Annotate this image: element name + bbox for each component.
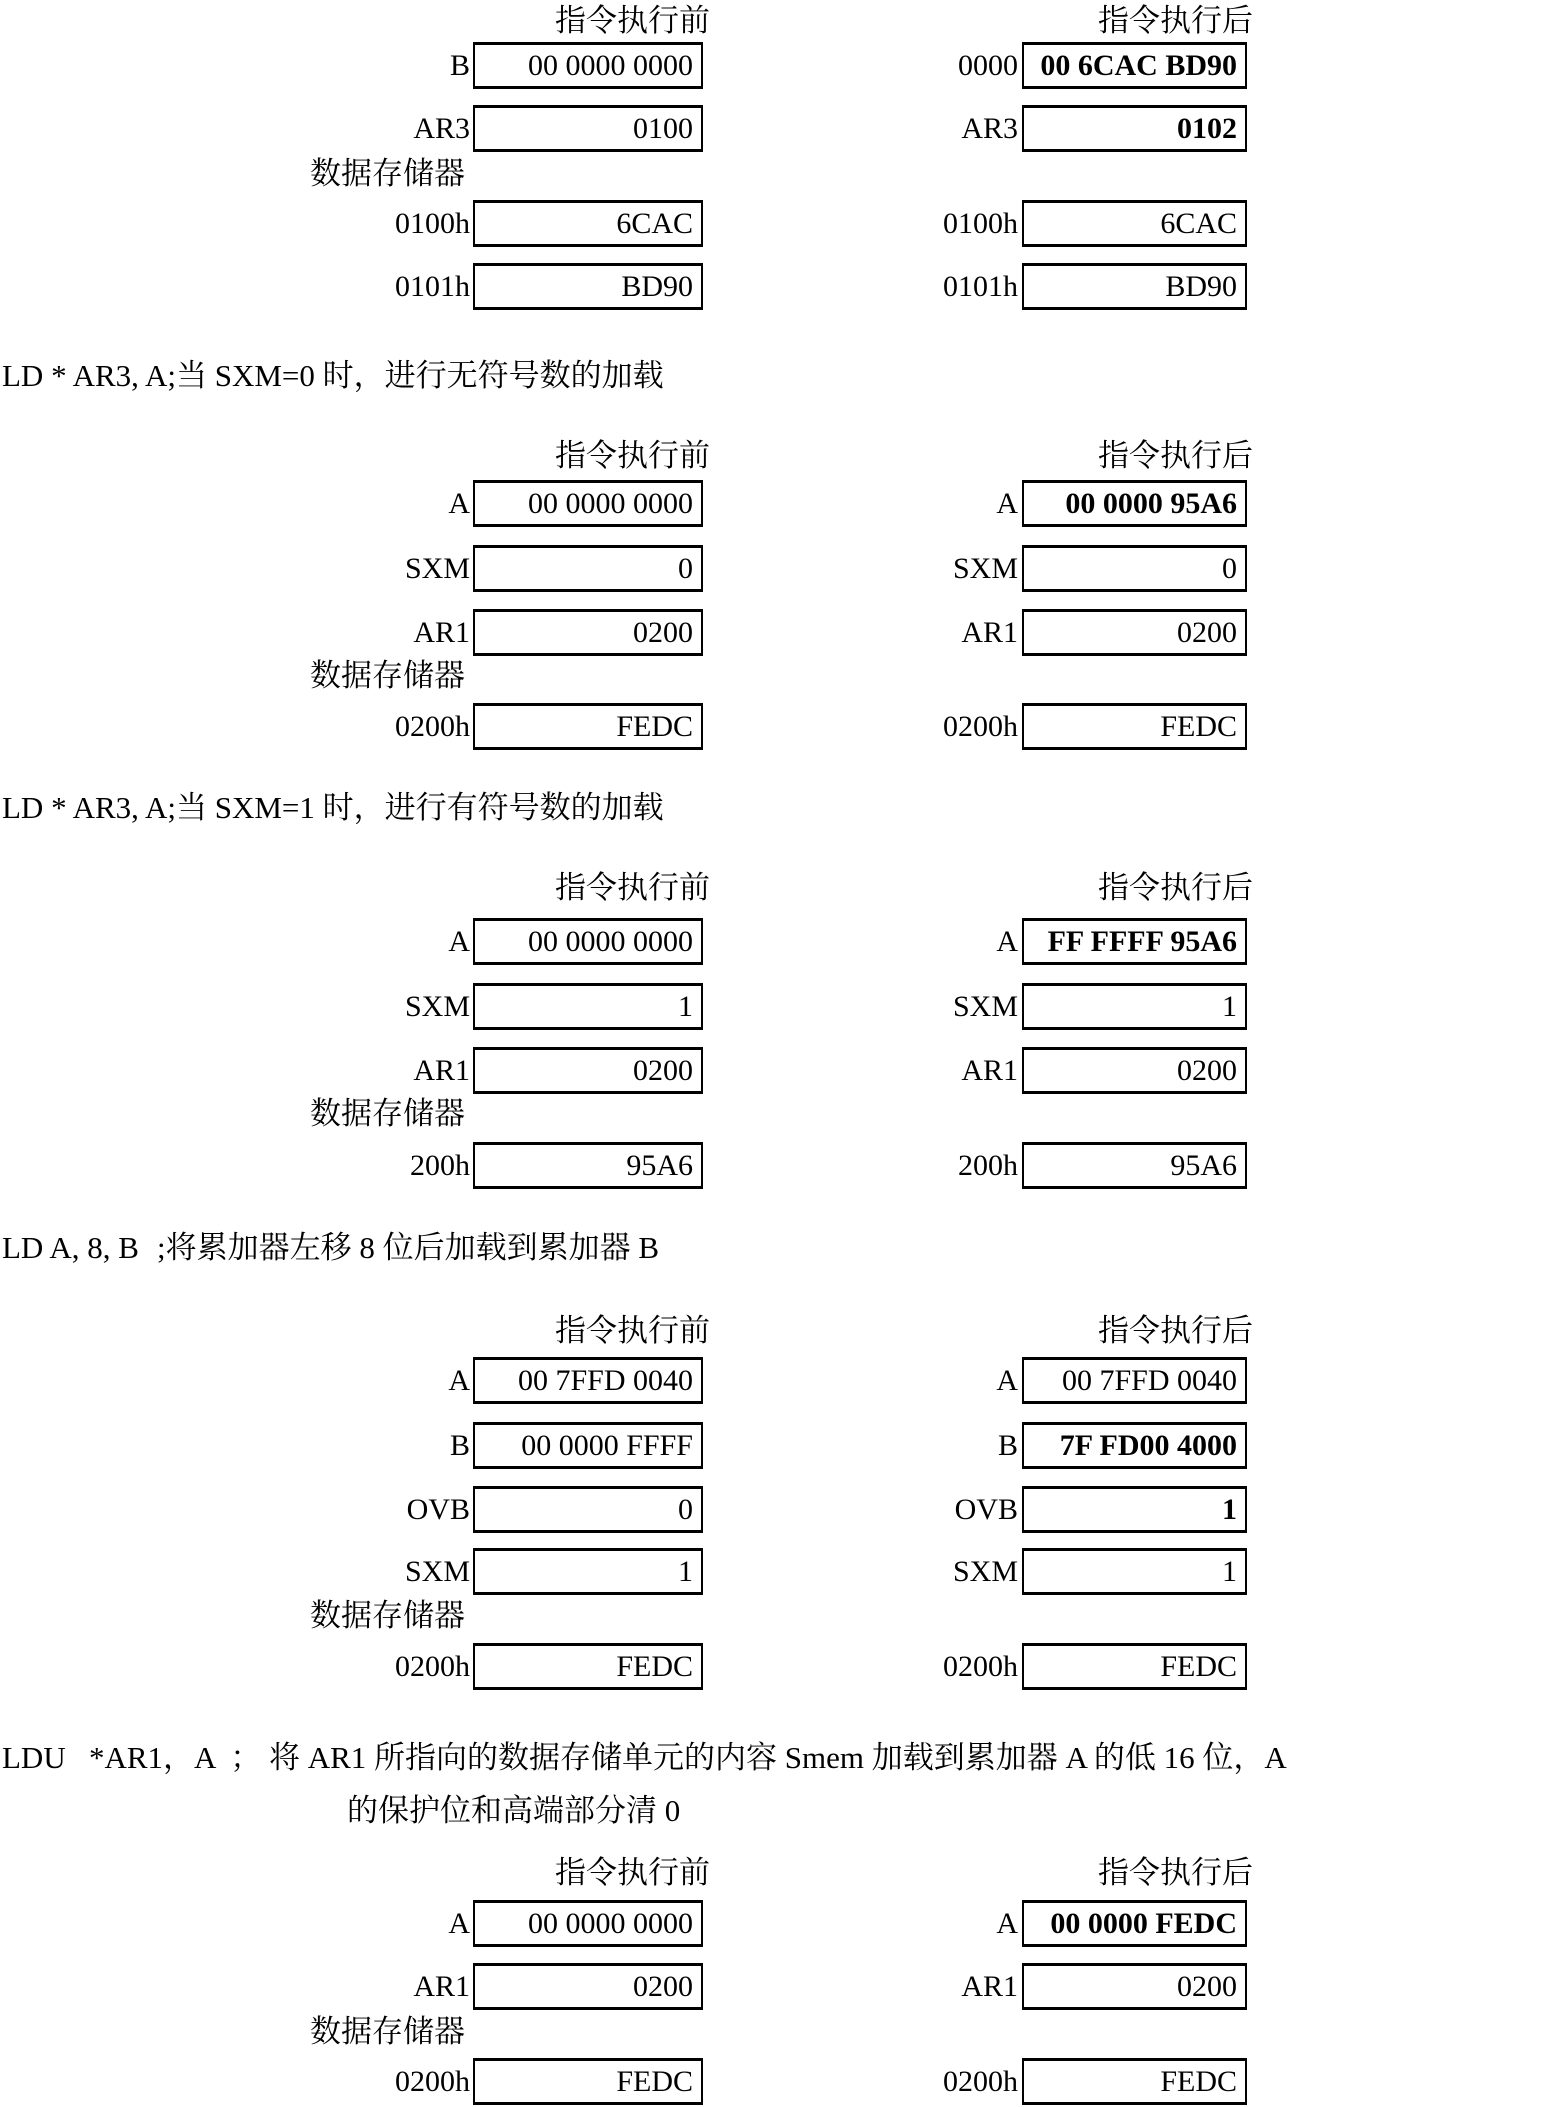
register-value-box: [1022, 1548, 1247, 1595]
register-value-box: [1022, 1486, 1247, 1533]
register-label: SXM: [404, 1554, 470, 1588]
register-label: AR1: [413, 1969, 470, 2003]
register-value: 0200: [1177, 615, 1237, 649]
instruction-comment: ;当 SXM=1 时，进行有符号数的加载: [167, 790, 664, 825]
memory-address-label: 200h: [958, 1148, 1018, 1182]
memory-section-label: 数据存储器: [310, 658, 465, 693]
register-value: 0200: [633, 615, 693, 649]
after-header: 指令执行后: [1098, 1313, 1253, 1348]
instruction-code: LD A, 8, B: [2, 1230, 139, 1265]
instruction-line: [2, 356, 664, 396]
register-label: SXM: [952, 1554, 1018, 1588]
register-label: OVB: [406, 1492, 470, 1526]
instruction-code: LD * AR3, A: [2, 358, 168, 393]
register-value: 00 0000 0000: [528, 486, 693, 520]
register-label: A: [448, 1906, 470, 1940]
register-label: AR1: [961, 615, 1018, 649]
memory-address-label: 200h: [410, 1148, 470, 1182]
register-value-box: [1022, 1900, 1247, 1947]
instruction-code: LDU *AR1，A: [2, 1740, 231, 1775]
before-header: 指令执行前: [555, 3, 710, 38]
register-value: 7F FD00 4000: [1059, 1428, 1237, 1462]
register-value-box: [1022, 609, 1247, 656]
register-label: AR1: [413, 1053, 470, 1087]
register-value: 0200: [633, 1969, 693, 2003]
register-value-box: [1022, 1963, 1247, 2010]
memory-value: 6CAC: [1160, 206, 1237, 240]
after-header: 指令执行后: [1098, 870, 1253, 905]
register-value: 0: [678, 551, 693, 585]
register-label: A: [996, 486, 1018, 520]
register-label: B: [449, 48, 470, 82]
register-label: 0000: [958, 48, 1018, 82]
register-label: A: [996, 924, 1018, 958]
register-value-box: [1022, 42, 1247, 89]
after-header: 指令执行后: [1098, 1855, 1253, 1890]
register-value: 00 0000 FEDC: [1050, 1906, 1237, 1940]
register-value-box: [1022, 545, 1247, 592]
instruction-line: [2, 788, 664, 828]
register-value: 0200: [1177, 1969, 1237, 2003]
register-value: 1: [678, 1554, 693, 1588]
register-value: 1: [1222, 1554, 1237, 1588]
register-value-box: [1022, 105, 1247, 152]
register-label: A: [996, 1363, 1018, 1397]
instruction-code: LD * AR3, A: [2, 790, 168, 825]
register-value: 0: [1222, 551, 1237, 585]
register-label: A: [448, 1363, 470, 1397]
memory-value-box: [1022, 703, 1247, 750]
after-header: 指令执行后: [1098, 438, 1253, 473]
memory-address-label: 0200h: [395, 1649, 470, 1683]
register-label: B: [997, 1428, 1018, 1462]
register-value: 0102: [1177, 111, 1237, 145]
register-label: B: [449, 1428, 470, 1462]
register-label: A: [448, 486, 470, 520]
memory-value-box: [1022, 263, 1247, 310]
memory-address-label: 0100h: [943, 206, 1018, 240]
memory-value: FEDC: [1160, 2064, 1237, 2098]
memory-value-box: [1022, 2058, 1247, 2105]
memory-value-box: [1022, 1142, 1247, 1189]
memory-value: FEDC: [616, 709, 693, 743]
instruction-comment-continued: 的保护位和高端部分清 0: [347, 1793, 681, 1828]
memory-address-label: 0200h: [395, 2064, 470, 2098]
register-value: 00 0000 0000: [528, 924, 693, 958]
register-value-box: [1022, 1422, 1247, 1469]
instruction-line: [2, 1228, 659, 1268]
memory-section-label: 数据存储器: [310, 1096, 465, 1131]
instruction-comment: ;将累加器左移 8 位后加载到累加器 B: [157, 1230, 660, 1265]
register-label: AR1: [961, 1969, 1018, 2003]
register-value: 1: [678, 989, 693, 1023]
register-label: SXM: [404, 551, 470, 585]
register-value: 1: [1222, 1492, 1237, 1526]
register-value: 00 0000 0000: [528, 48, 693, 82]
register-value: 00 0000 FFFF: [521, 1428, 693, 1462]
memory-section-label: 数据存储器: [310, 156, 465, 191]
register-value: 00 7FFD 0040: [517, 1363, 693, 1397]
after-header: 指令执行后: [1098, 3, 1253, 38]
instruction-line: [2, 1738, 1287, 1778]
register-label: AR1: [961, 1053, 1018, 1087]
register-label: OVB: [954, 1492, 1018, 1526]
memory-value: BD90: [621, 269, 693, 303]
register-value: 1: [1222, 989, 1237, 1023]
register-value: FF FFFF 95A6: [1047, 924, 1237, 958]
register-value: 00 6CAC BD90: [1040, 48, 1237, 82]
memory-address-label: 0200h: [943, 2064, 1018, 2098]
instruction-comment: ； 将 AR1 所指向的数据存储单元的内容 Smem 加载到累加器 A 的低 16 位，A: [230, 1740, 1287, 1775]
register-value: 00 0000 95A6: [1065, 486, 1237, 520]
memory-address-label: 0101h: [943, 269, 1018, 303]
memory-value: FEDC: [616, 2064, 693, 2098]
register-label: SXM: [952, 551, 1018, 585]
memory-value: FEDC: [616, 1649, 693, 1683]
memory-value: 6CAC: [616, 206, 693, 240]
memory-address-label: 0200h: [943, 709, 1018, 743]
register-value-box: [1022, 983, 1247, 1030]
before-header: 指令执行前: [555, 1855, 710, 1890]
memory-value: 95A6: [1170, 1148, 1237, 1182]
memory-address-label: 0100h: [395, 206, 470, 240]
register-label: A: [996, 1906, 1018, 1940]
memory-value: 95A6: [626, 1148, 693, 1182]
register-value: 0: [678, 1492, 693, 1526]
register-value-box: [1022, 480, 1247, 527]
memory-value-box: [1022, 200, 1247, 247]
memory-address-label: 0200h: [943, 1649, 1018, 1683]
memory-address-label: 0200h: [395, 709, 470, 743]
memory-section-label: 数据存储器: [310, 2014, 465, 2049]
register-value: 0200: [1177, 1053, 1237, 1087]
before-header: 指令执行前: [555, 870, 710, 905]
memory-section-label: 数据存储器: [310, 1598, 465, 1633]
register-label: A: [448, 924, 470, 958]
register-value-box: [1022, 918, 1247, 965]
register-label: SXM: [952, 989, 1018, 1023]
register-value: 0100: [633, 111, 693, 145]
memory-value: BD90: [1165, 269, 1237, 303]
register-value: 00 0000 0000: [528, 1906, 693, 1940]
before-header: 指令执行前: [555, 1313, 710, 1348]
memory-address-label: 0101h: [395, 269, 470, 303]
memory-value: FEDC: [1160, 1649, 1237, 1683]
memory-value: FEDC: [1160, 709, 1237, 743]
register-label: SXM: [404, 989, 470, 1023]
register-label: AR1: [413, 615, 470, 649]
register-value: 00 7FFD 0040: [1061, 1363, 1237, 1397]
register-label: AR3: [413, 111, 470, 145]
register-value-box: [1022, 1047, 1247, 1094]
register-value-box: [1022, 1357, 1247, 1404]
register-value: 0200: [633, 1053, 693, 1087]
instruction-comment: ;当 SXM=0 时，进行无符号数的加载: [167, 358, 664, 393]
before-header: 指令执行前: [555, 438, 710, 473]
memory-value-box: [1022, 1643, 1247, 1690]
register-label: AR3: [961, 111, 1018, 145]
